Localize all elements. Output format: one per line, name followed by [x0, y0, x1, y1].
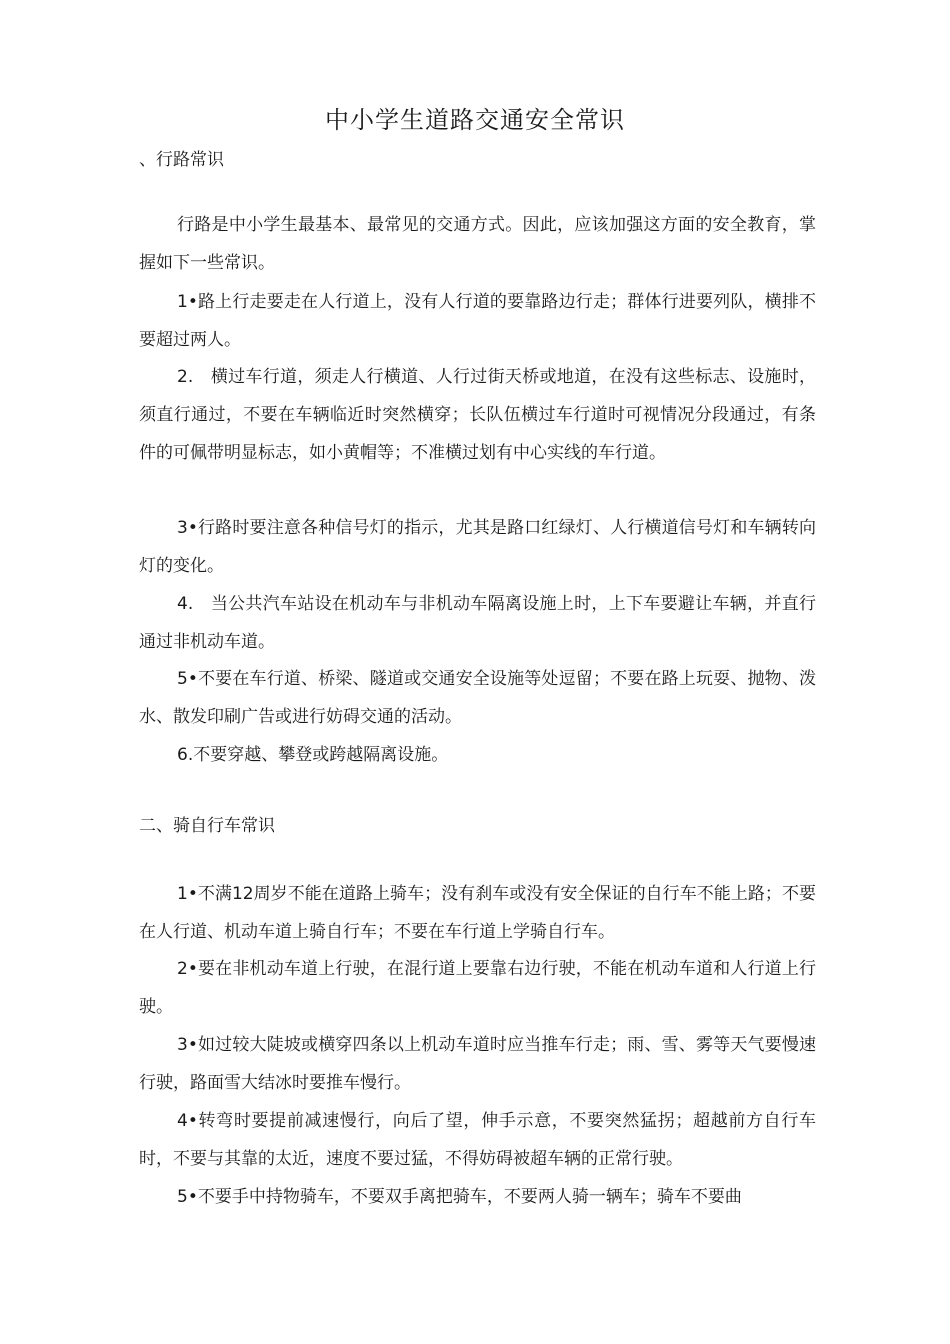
document-title: 中小学生道路交通安全常识 [325, 106, 625, 134]
paragraph-walking-item-3: 3•行路时要注意各种信号灯的指示，尤其是路口红绿灯、人行横道信号灯和车辆转向灯的变化。 [139, 518, 816, 576]
paragraph-walking-item-4: 4. 当公共汽车站设在机动车与非机动车隔离设施上时，上下车要避让车辆，并直行通过非机动车道。 [139, 594, 816, 652]
paragraph-walking-item-2: 2. 横过车行道，须走人行横道、人行过街天桥或地道，在没有这些标志、设施时，须直行通过，不要在车辆临近时突然横穿；长队伍横过车行道时可视情况分段通过，有条件的可佩带明显标志，如小黄帽等；不准横过划有中心实线的车行道。 [139, 367, 816, 463]
section-heading-walking: 、行路常识 [139, 150, 224, 170]
paragraph-walking-item-1: 1•路上行走要走在人行道上，没有人行道的要靠路边行走；群体行进要列队，横排不要超过两人。 [139, 292, 816, 350]
paragraph-cycling-item-3: 3•如过较大陡坡或横穿四条以上机动车道时应当推车行走；雨、雪、雾等天气要慢速行驶，路面雪大结冰时要推车慢行。 [139, 1035, 816, 1093]
paragraph-cycling-item-1: 1•不满12周岁不能在道路上骑车；没有刹车或没有安全保证的自行车不能上路；不要在人行道、机动车道上骑自行车；不要在车行道上学骑自行车。 [139, 884, 816, 942]
paragraph-cycling-item-2: 2•要在非机动车道上行驶，在混行道上要靠右边行驶，不能在机动车道和人行道上行驶。 [139, 959, 816, 1017]
paragraph-walking-item-5: 5•不要在车行道、桥梁、隧道或交通安全设施等处逗留；不要在路上玩耍、抛物、泼水、散发印刷广告或进行妨碍交通的活动。 [139, 669, 816, 727]
paragraph-cycling-item-5: 5•不要手中持物骑车，不要双手离把骑车，不要两人骑一辆车；骑车不要曲 [177, 1187, 742, 1207]
paragraph-cycling-item-4: 4•转弯时要提前减速慢行，向后了望，伸手示意，不要突然猛拐；超越前方自行车时，不要与其靠的太近，速度不要过猛，不得妨碍被超车辆的正常行驶。 [139, 1111, 816, 1169]
section-heading-cycling: 二、骑自行车常识 [139, 816, 275, 836]
paragraph-walking-intro: 行路是中小学生最基本、最常见的交通方式。因此，应该加强这方面的安全教育，掌握如下一些常识。 [139, 215, 816, 273]
paragraph-walking-item-6: 6.不要穿越、攀登或跨越隔离设施。 [177, 745, 449, 765]
